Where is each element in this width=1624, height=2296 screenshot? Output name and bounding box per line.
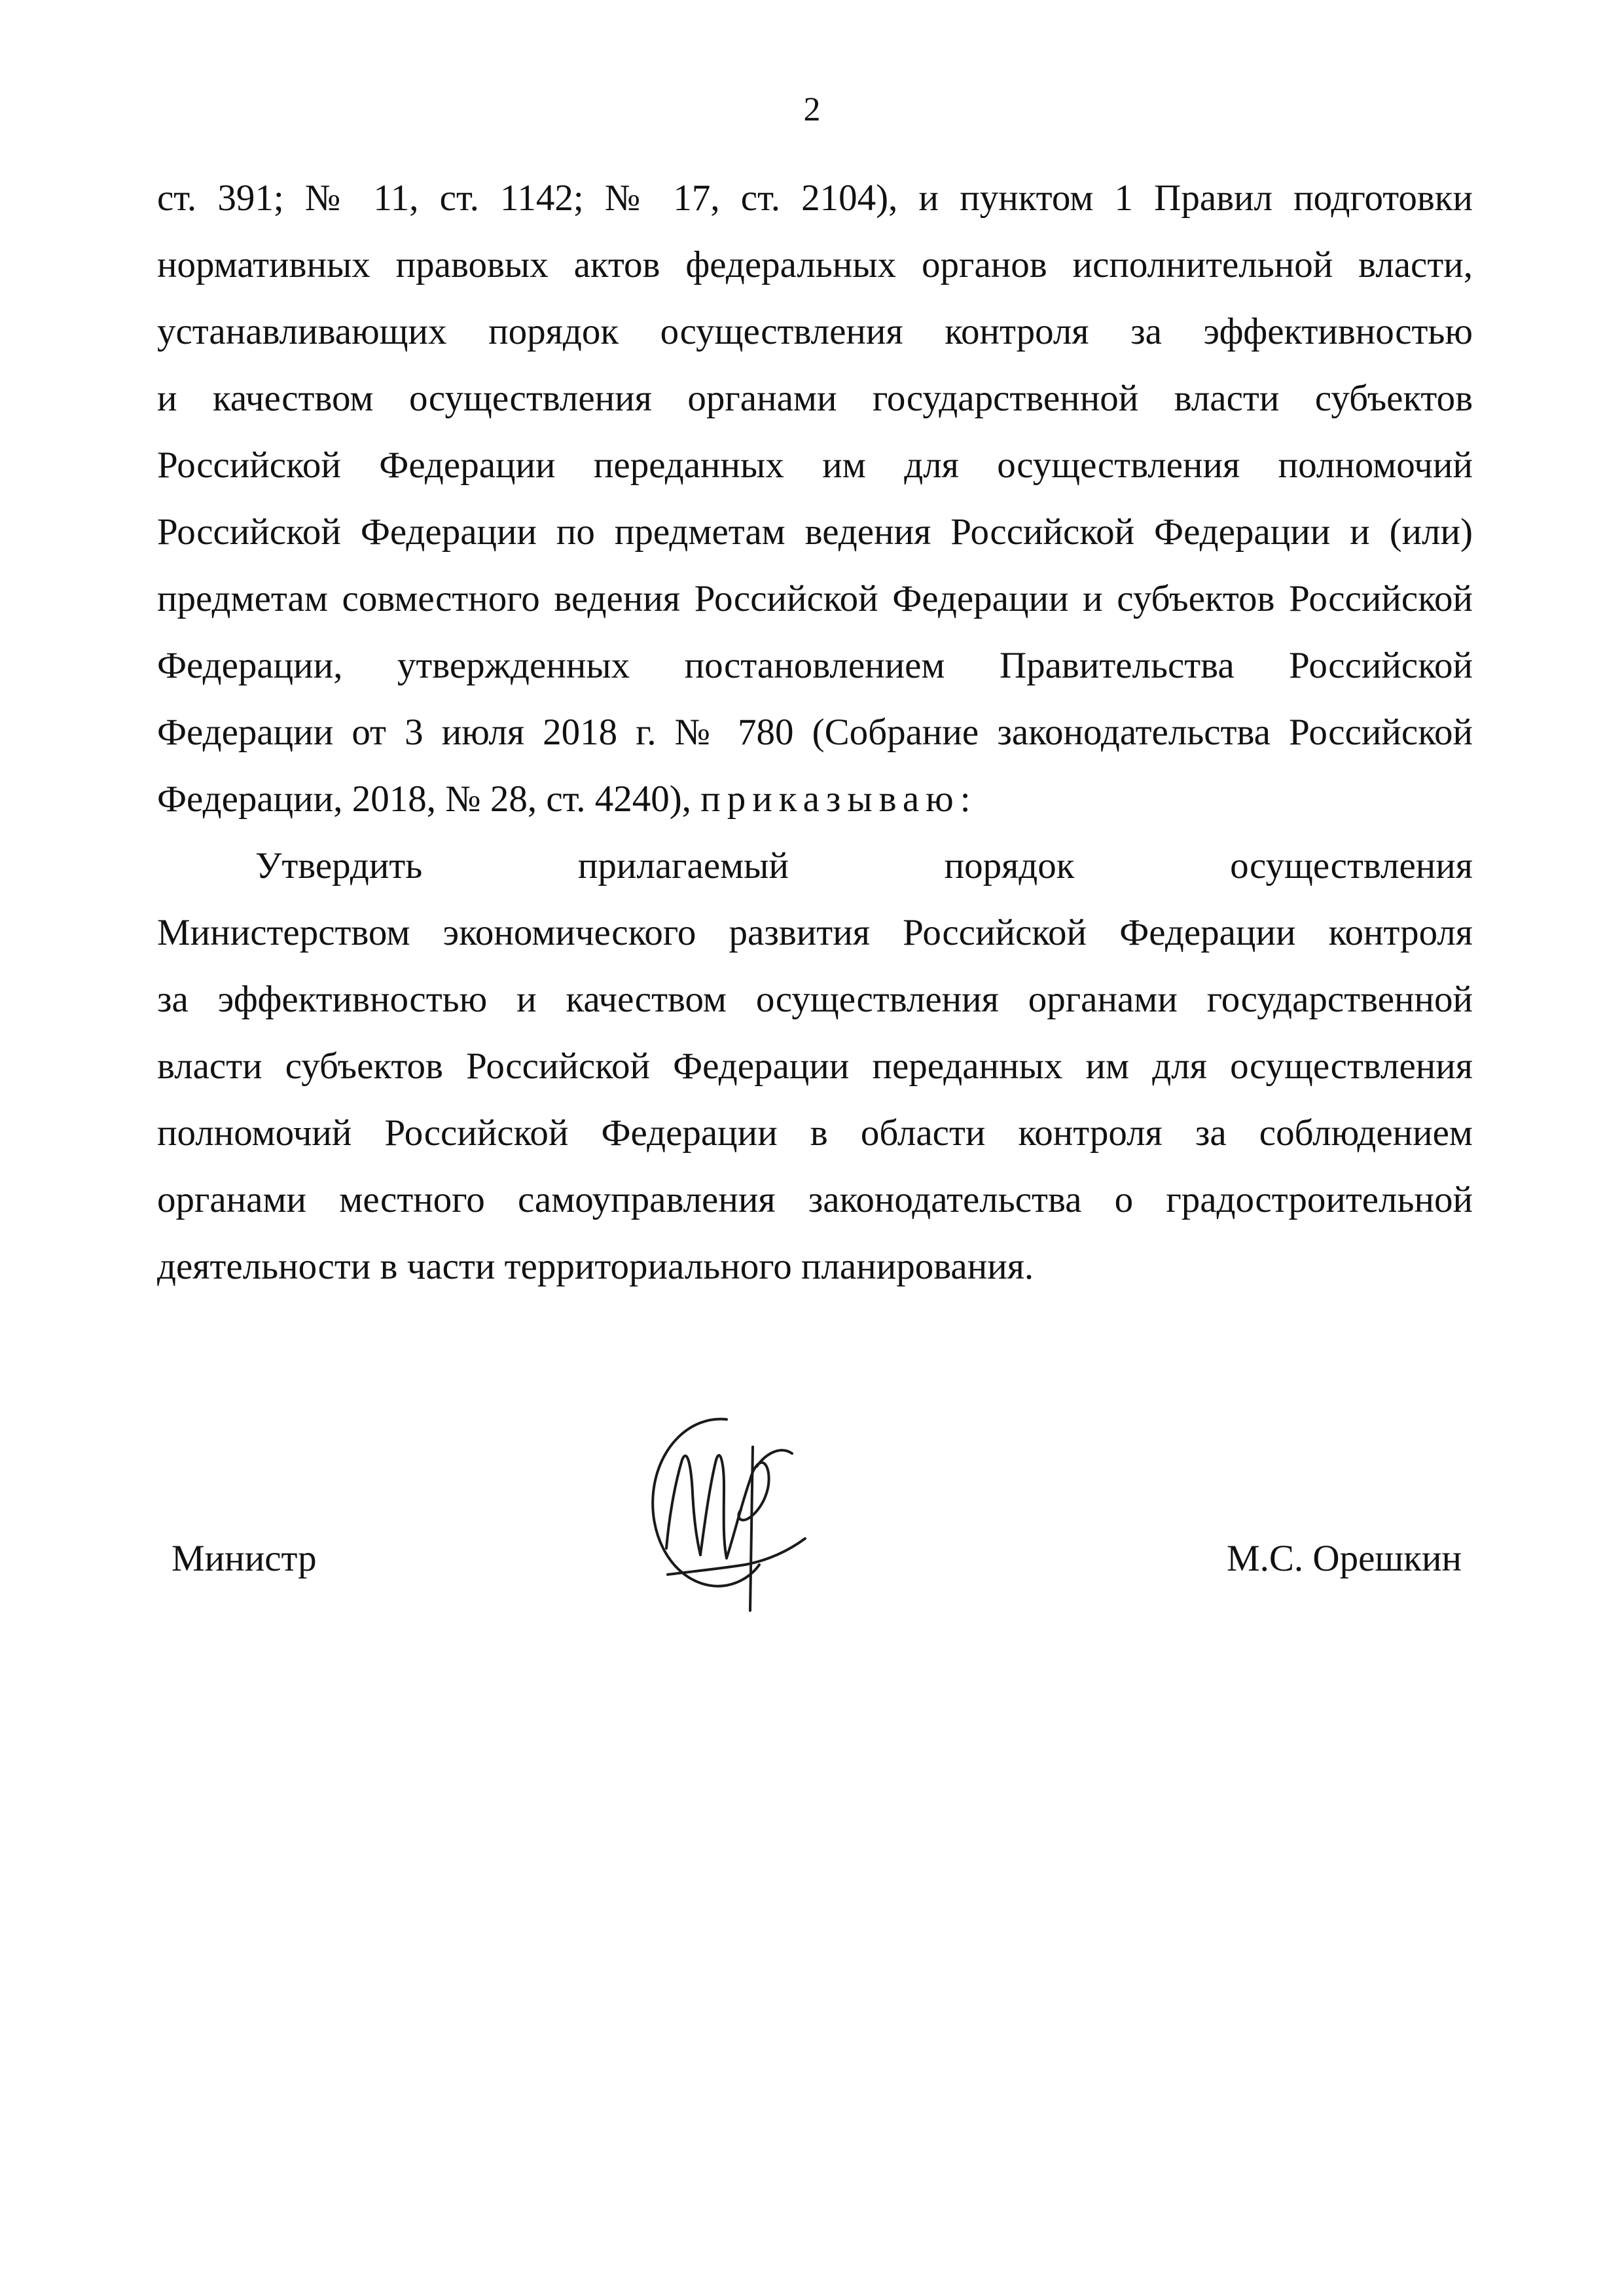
paragraph-preamble: [157, 165, 1473, 833]
text-line: деятельности в части территориального планирования.: [157, 1246, 1034, 1287]
text-line: предметам совместного ведения Российской Федерации и субъектов Российской: [157, 578, 1473, 619]
text-line: Федерации от 3 июля 2018 г. № 780 (Собрание законодательства Российской: [157, 712, 1473, 753]
signer-name: М.С. Орешкин: [1226, 1538, 1462, 1579]
text-line-suffix: :: [960, 778, 971, 820]
text-line: нормативных правовых актов федеральных органов исполнительной власти,: [157, 244, 1473, 285]
text-line: Российской Федерации по предметам ведения Российской Федерации и (или): [157, 511, 1473, 553]
paragraph-resolution: [157, 833, 1473, 1300]
signature-block: [0, 1486, 1624, 1683]
text-line: и качеством осуществления органами государственной власти субъектов: [157, 378, 1473, 419]
text-line: полномочий Российской Федерации в области контроля за соблюдением: [157, 1112, 1473, 1154]
signature-icon: [628, 1408, 818, 1624]
page-number: 2: [803, 91, 821, 128]
text-line: Российской Федерации переданных им для осуществления полномочий: [157, 445, 1473, 486]
signer-position: Министр: [171, 1538, 317, 1579]
text-line: Утвердить прилагаемый порядок осуществления: [255, 845, 1473, 886]
text-line: за эффективностью и качеством осуществления органами государственной: [157, 979, 1473, 1020]
text-line: ст. 391; № 11, ст. 1142; № 17, ст. 2104), и пунктом 1 Правил подготовки: [157, 177, 1473, 219]
text-line: власти субъектов Российской Федерации переданных им для осуществления: [157, 1046, 1473, 1087]
text-line: Федерации, утвержденных постановлением Правительства Российской: [157, 645, 1473, 686]
order-word: приказываю: [700, 778, 960, 820]
text-line: органами местного самоуправления законодательства о градостроительной: [157, 1179, 1473, 1220]
text-line: устанавливающих порядок осуществления контроля за эффективностью: [157, 311, 1473, 352]
text-line-prefix: Федерации, 2018, № 28, ст. 4240),: [157, 778, 701, 820]
text-line: Министерством экономического развития Российской Федерации контроля: [157, 912, 1473, 953]
text-line: [157, 766, 1473, 833]
document-body: [157, 165, 1473, 1300]
